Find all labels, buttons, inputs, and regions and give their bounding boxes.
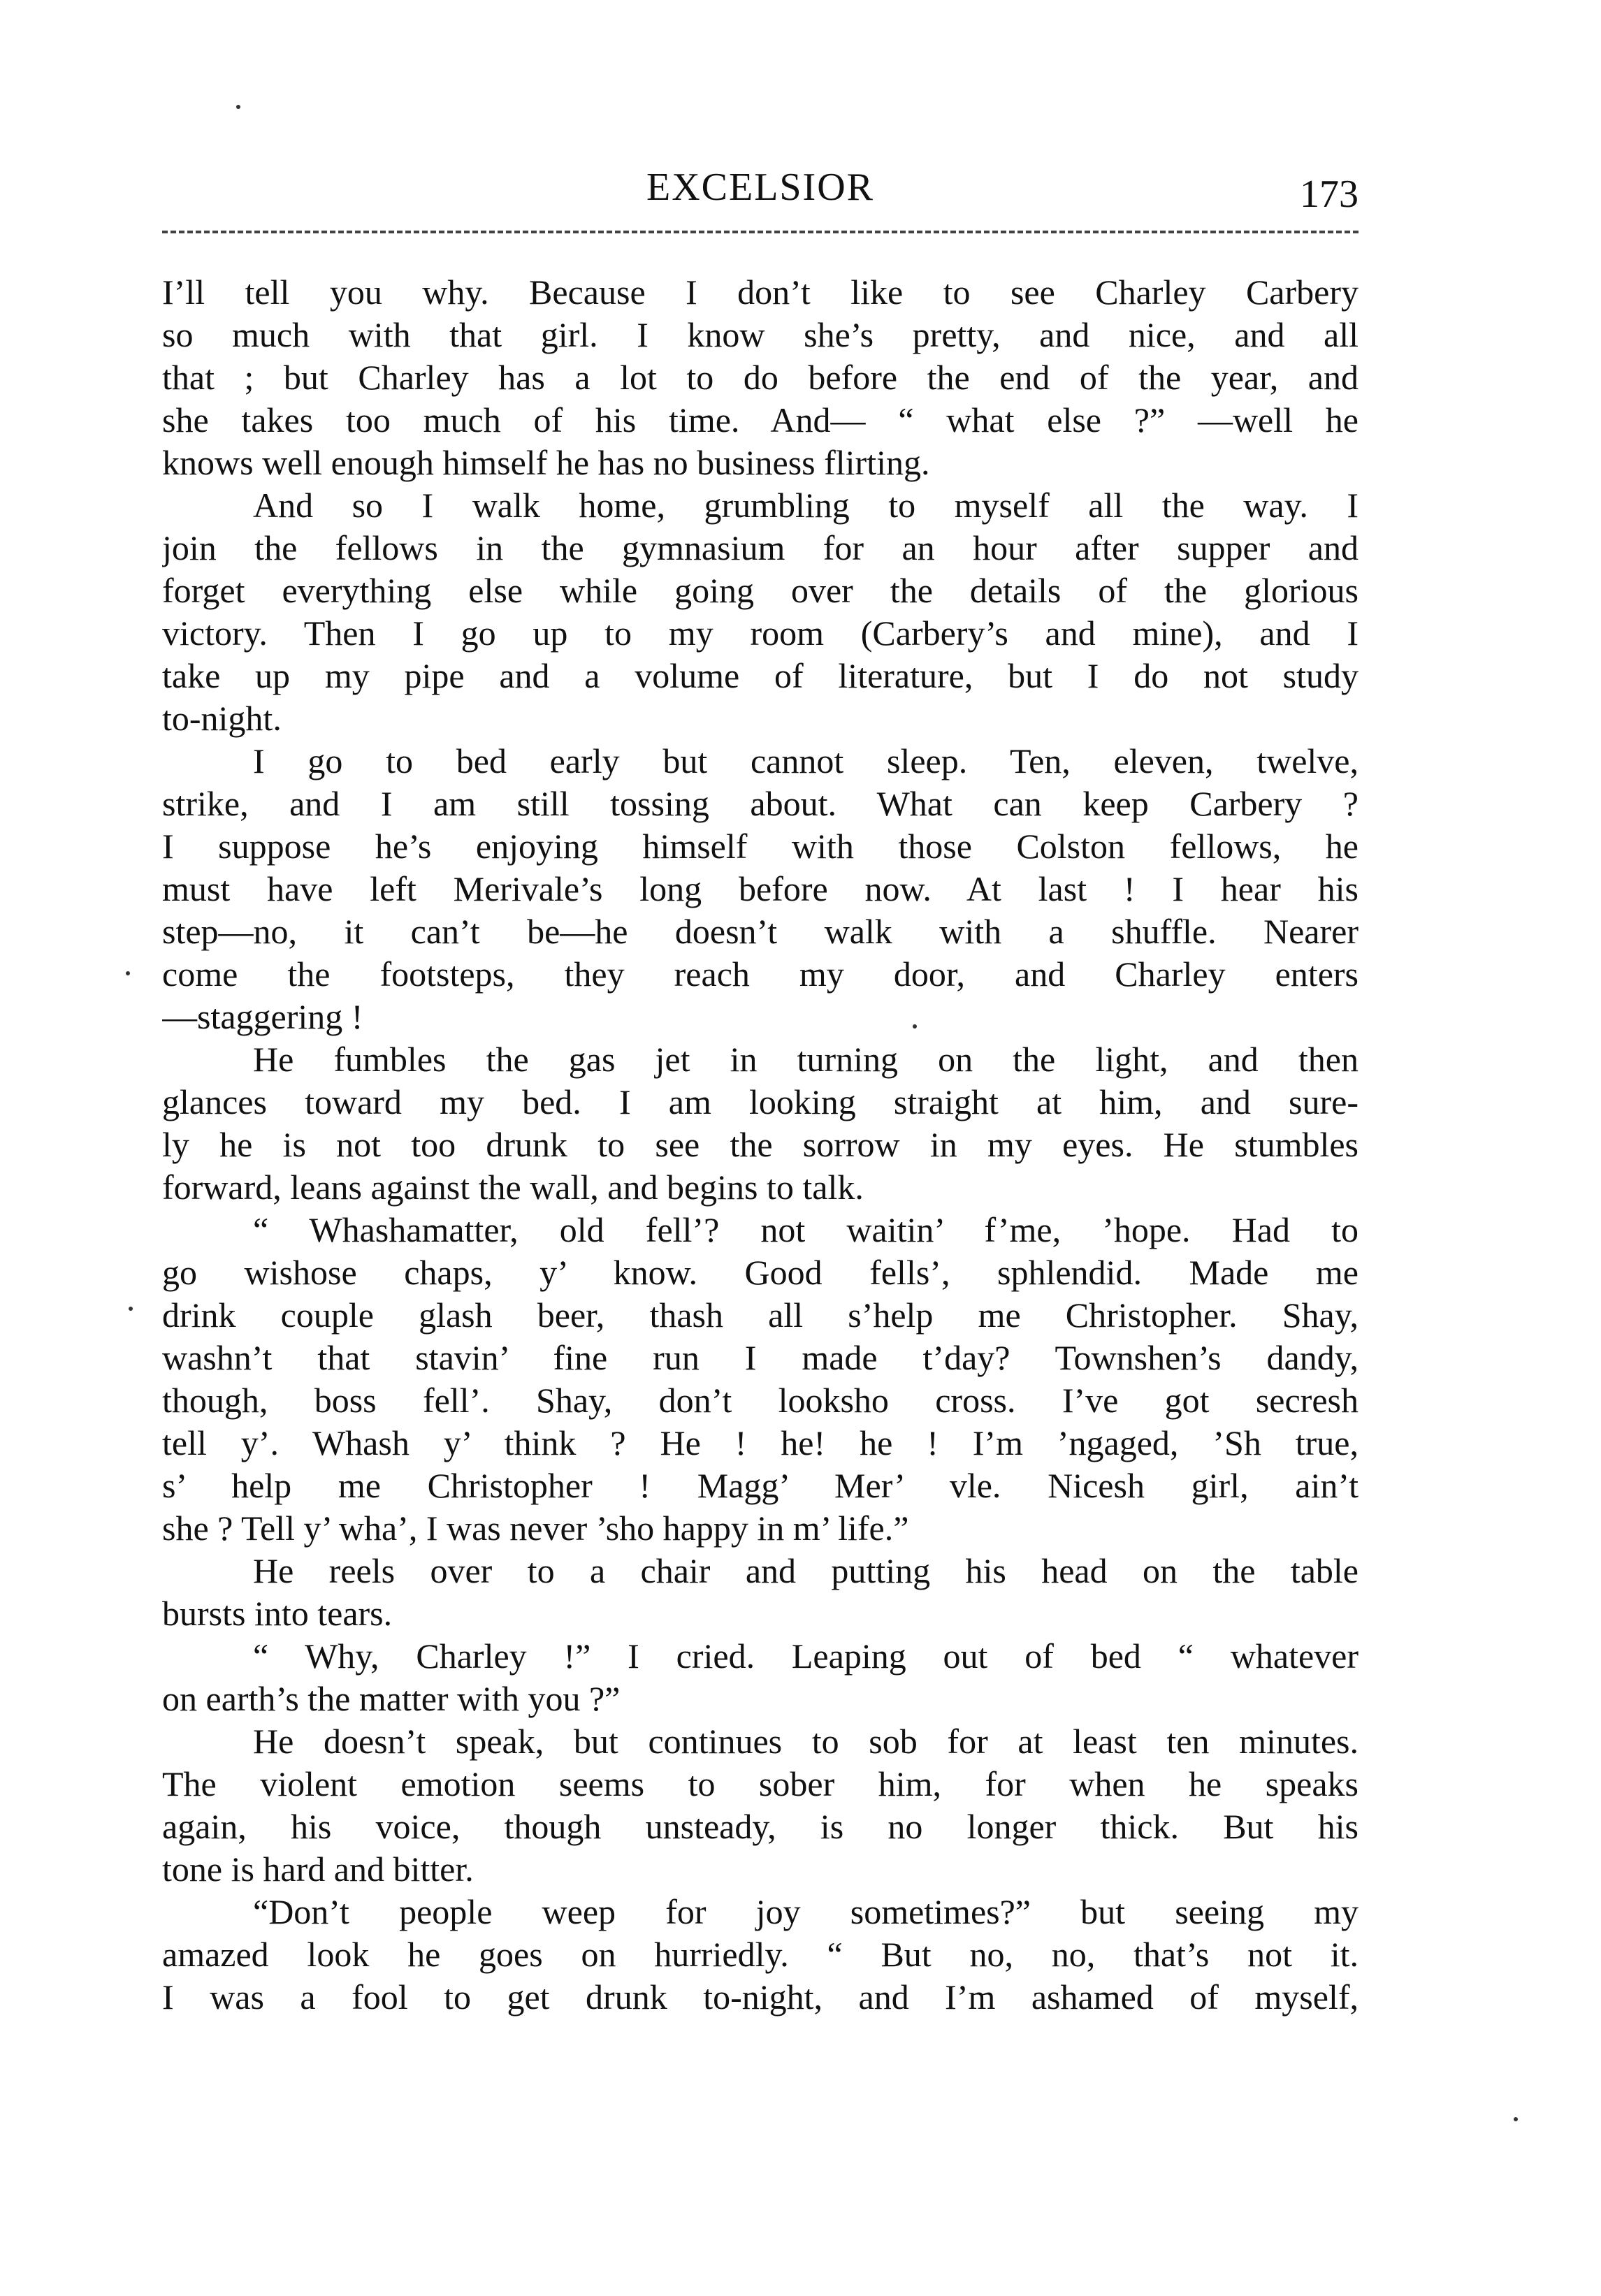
- text-line: she ? Tell y’ wha’, I was never ’sho happy in m’ life.”: [162, 1509, 909, 1548]
- print-speck: [129, 1307, 133, 1311]
- text-line: must have left Merivale’s long before now. At last ! I hear his: [162, 869, 1359, 908]
- text-line: tell y’. Whash y’ think ? He ! he! he ! I’m ’ngaged, ’Sh true,: [162, 1423, 1359, 1462]
- text-line: go wishose chaps, y’ know. Good fells’, sphlendid. Made me: [162, 1253, 1359, 1292]
- text-line: though, boss fell’. Shay, don’t looksho cross. I’ve got secresh: [162, 1381, 1359, 1420]
- text-line: step—no, it can’t be—he doesn’t walk with a shuffle. Nearer: [162, 912, 1359, 951]
- text-line: washn’t that stavin’ fine run I made t’day? Townshen’s dandy,: [162, 1338, 1359, 1377]
- paragraph-start-line: “ Whashamatter, old fell’? not waitin’ f’me, ’hope. Had to: [253, 1210, 1359, 1249]
- text-line: she takes too much of his time. And— “ what else ?” —well he: [162, 400, 1359, 439]
- paragraph-start-line: “Don’t people weep for joy sometimes?” but seeing my: [253, 1892, 1359, 1931]
- text-line: bursts into tears.: [162, 1594, 393, 1633]
- paragraph-start-line: He fumbles the gas jet in turning on the light, and then: [253, 1040, 1359, 1079]
- paragraph-start-line: I go to bed early but cannot sleep. Ten, eleven, twelve,: [253, 741, 1359, 780]
- text-line: drink couple glash beer, thash all s’help me Christopher. Shay,: [162, 1295, 1359, 1335]
- paragraph-start-line: And so I walk home, grumbling to myself all the way. I: [253, 486, 1359, 525]
- text-line: strike, and I am still tossing about. What can keep Carbery ?: [162, 784, 1359, 823]
- text-line: I was a fool to get drunk to-night, and I’m ashamed of myself,: [162, 1977, 1359, 2017]
- header-rule: [162, 231, 1359, 233]
- paragraph-start-line: He doesn’t speak, but continues to sob for at least ten minutes.: [253, 1722, 1359, 1761]
- text-line: I suppose he’s enjoying himself with those Colston fellows, he: [162, 827, 1359, 866]
- text-line: s’ help me Christopher ! Magg’ Mer’ vle. Nicesh girl, ain’t: [162, 1466, 1359, 1505]
- print-speck: [1514, 2117, 1518, 2121]
- text-line: that ; but Charley has a lot to do before the end of the year, and: [162, 358, 1359, 397]
- text-line: victory. Then I go up to my room (Carbery’s and mine), and I: [162, 613, 1359, 653]
- page-number: 173: [1300, 173, 1359, 216]
- text-line: I’ll tell you why. Because I don’t like to see Charley Carbery: [162, 273, 1359, 312]
- text-line: forward, leans against the wall, and begins to talk.: [162, 1168, 864, 1207]
- text-line: knows well enough himself he has no business flirting.: [162, 443, 930, 482]
- text-line: come the footsteps, they reach my door, and Charley enters: [162, 954, 1359, 994]
- paragraph-start-line: He reels over to a chair and putting his head on the table: [253, 1551, 1359, 1590]
- text-line: again, his voice, though unsteady, is no longer thick. But his: [162, 1807, 1359, 1846]
- print-speck: [236, 105, 240, 109]
- body-text: [162, 271, 1359, 2019]
- text-line: on earth’s the matter with you ?”: [162, 1679, 621, 1718]
- text-line: —staggering !: [162, 997, 363, 1036]
- paragraph-start-line: “ Why, Charley !” I cried. Leaping out of bed “ whatever: [253, 1636, 1359, 1676]
- text-line: amazed look he goes on hurriedly. “ But no, no, that’s not it.: [162, 1935, 1359, 1974]
- text-line: take up my pipe and a volume of literature, but I do not study: [162, 656, 1359, 695]
- text-line: so much with that girl. I know she’s pretty, and nice, and all: [162, 315, 1359, 354]
- text-line: to-night.: [162, 699, 282, 738]
- text-line: join the fellows in the gymnasium for an hour after supper and: [162, 528, 1359, 567]
- text-line: glances toward my bed. I am looking straight at him, and sure-: [162, 1082, 1359, 1121]
- text-line: ly he is not too drunk to see the sorrow in my eyes. He stumbles: [162, 1125, 1359, 1164]
- page-header: [162, 165, 1359, 221]
- running-head: EXCELSIOR: [646, 166, 874, 209]
- text-line: forget everything else while going over the details of the glorious: [162, 571, 1359, 610]
- text-line: The violent emotion seems to sober him, for when he speaks: [162, 1764, 1359, 1803]
- print-speck: [913, 1024, 917, 1029]
- print-speck: [126, 971, 130, 975]
- text-line: tone is hard and bitter.: [162, 1850, 474, 1889]
